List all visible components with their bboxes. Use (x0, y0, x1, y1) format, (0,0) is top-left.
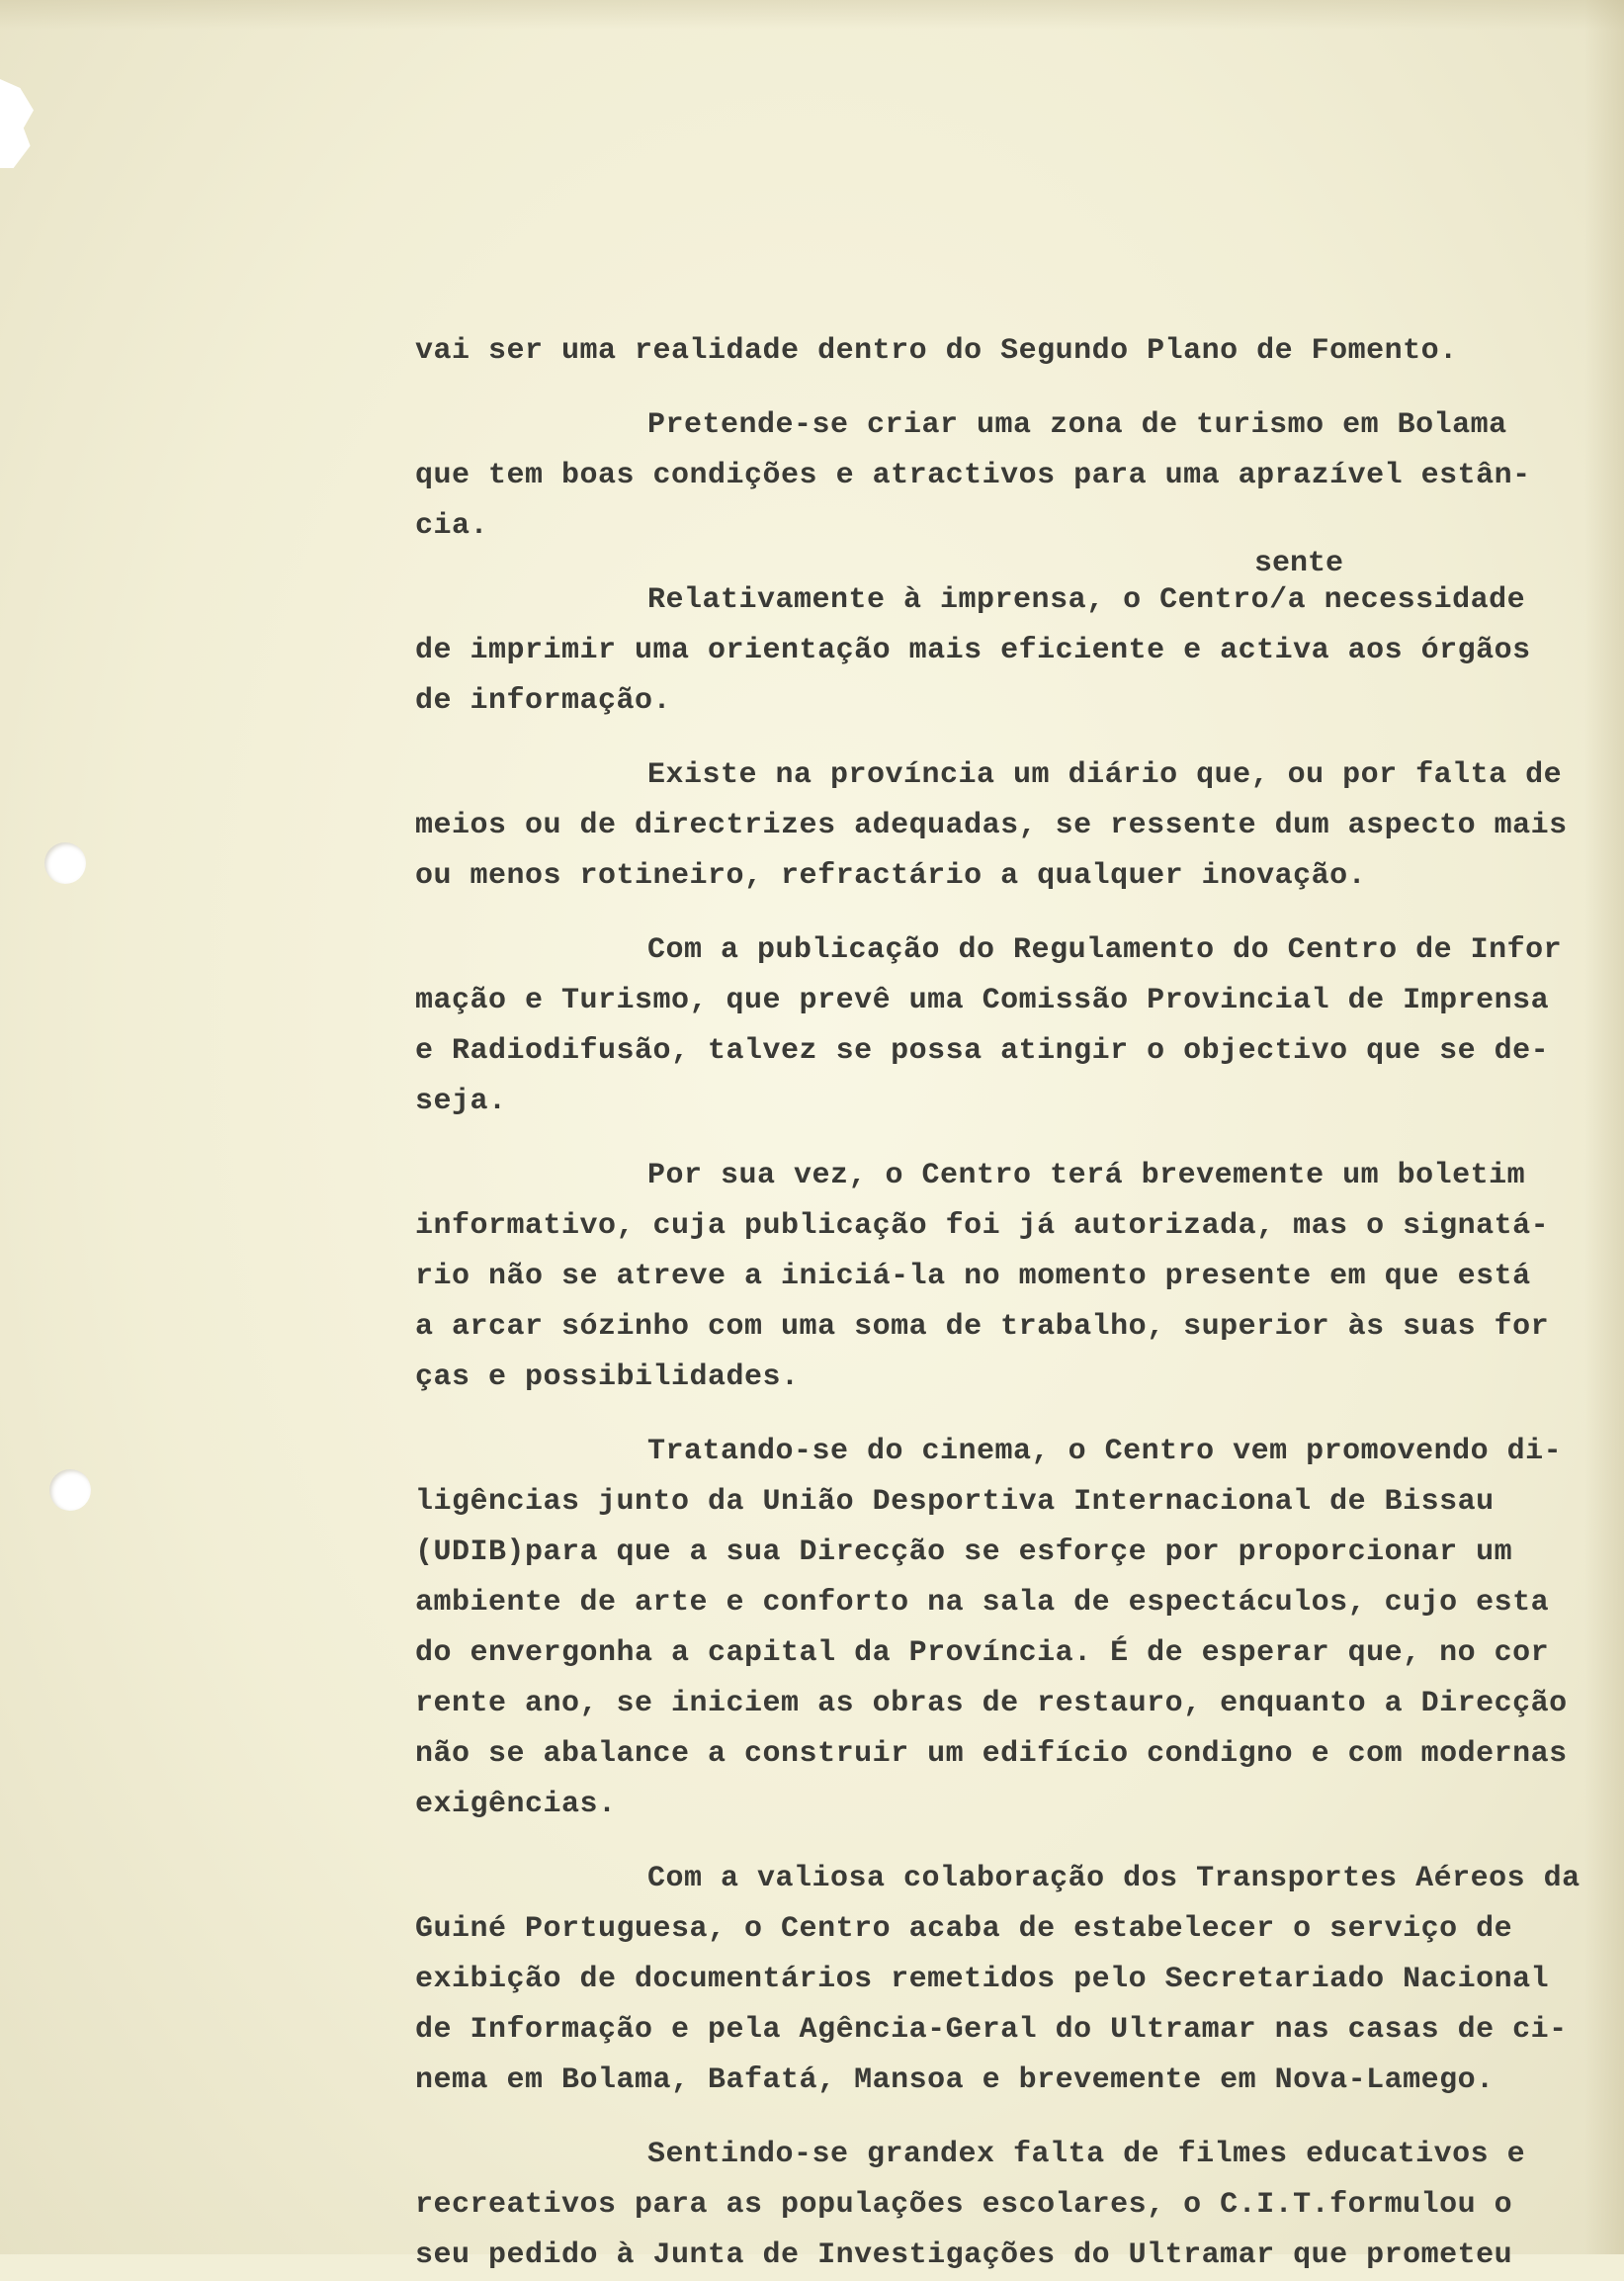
paragraph (415, 2130, 1621, 2281)
paragraph-gap (415, 1127, 1621, 1151)
paragraph (415, 575, 1621, 727)
text-line: vai ser uma realidade dentro do Segundo Plano de Fomento. (415, 334, 1458, 368)
text-line: exibição de documentários remetidos pelo Secretariado Nacional (415, 1963, 1550, 1996)
text-line: recreativos para as populações escolares, o C.I.T.formulou o (415, 2188, 1513, 2222)
punch-hole (49, 1469, 91, 1511)
paper-top-shade (0, 0, 1624, 30)
text-line: ligências junto da União Desportiva Internacional de Bissau (415, 1485, 1495, 1519)
text-line: exigências. (415, 1788, 617, 1821)
paragraph (415, 750, 1621, 902)
text-line: a arcar sózinho com uma soma de trabalho, superior às suas for (415, 1310, 1550, 1344)
text-line: ou menos rotineiro, refractário a qualquer inovação. (415, 859, 1367, 893)
paragraph (415, 925, 1621, 1127)
text-line: Com a valiosa colaboração dos Transportes Aéreos da (647, 1862, 1581, 1895)
typed-text-body (415, 326, 1621, 2281)
paragraph-gap (415, 727, 1621, 750)
paragraph (415, 400, 1621, 552)
text-line: seu pedido à Junta de Investigações do Ultramar que prometeu (415, 2238, 1513, 2272)
paragraph (415, 1854, 1621, 2106)
text-line: rente ano, se iniciem as obras de restauro, enquanto a Direcção (415, 1687, 1568, 1720)
interlinear-correction: sente (1254, 547, 1344, 580)
text-line: e Radiodifusão, talvez se possa atingir o objectivo que se de- (415, 1034, 1550, 1068)
text-line: de informação. (415, 684, 672, 718)
torn-paper-corner (0, 79, 34, 168)
paragraph-gap (415, 1403, 1621, 1427)
text-line: Relativamente à imprensa, o Centro/a necessidade (647, 583, 1526, 617)
paragraph (415, 1151, 1621, 1403)
text-line: ças e possibilidades. (415, 1360, 800, 1394)
text-line: Guiné Portuguesa, o Centro acaba de estabelecer o serviço de (415, 1912, 1513, 1946)
paragraph (415, 326, 1621, 377)
text-line: Sentindo-se grandex falta de filmes educativos e (647, 2138, 1526, 2171)
text-line: que tem boas condições e atractivos para uma aprazível estân- (415, 459, 1531, 492)
text-line: (UDIB)para que a sua Direcção se esforçe por proporcionar um (415, 1535, 1513, 1569)
text-line: mação e Turismo, que prevê uma Comissão Provincial de Imprensa (415, 984, 1550, 1017)
text-line: cia. (415, 509, 489, 543)
text-line: de imprimir uma orientação mais eficiente e activa aos órgãos (415, 634, 1531, 667)
text-line: Tratando-se do cinema, o Centro vem promovendo di- (647, 1435, 1563, 1468)
paragraph-gap (415, 1830, 1621, 1854)
text-line: Pretende-se criar uma zona de turismo em Bolama (647, 408, 1507, 442)
text-line: ambiente de arte e conforto na sala de espectáculos, cujo esta (415, 1586, 1550, 1620)
text-line: nema em Bolama, Bafatá, Mansoa e brevemente em Nova-Lamego. (415, 2063, 1495, 2097)
text-line: informativo, cuja publicação foi já autorizada, mas o signatá- (415, 1209, 1550, 1243)
punch-hole (44, 842, 86, 884)
paragraph-gap (415, 552, 1621, 575)
text-line: rio não se atreve a iniciá-la no momento presente em que está (415, 1260, 1531, 1293)
text-line: meios ou de directrizes adequadas, se ressente dum aspecto mais (415, 809, 1568, 842)
text-line: Com a publicação do Regulamento do Centro de Infor (647, 933, 1563, 967)
paragraph (415, 1427, 1621, 1830)
text-line: de Informação e pela Agência-Geral do Ultramar nas casas de ci- (415, 2013, 1568, 2047)
paragraph-gap (415, 902, 1621, 925)
text-line: seja. (415, 1085, 507, 1118)
text-line: do envergonha a capital da Província. É de esperar que, no cor (415, 1636, 1550, 1670)
paragraph-gap (415, 2106, 1621, 2130)
paragraph-gap (415, 377, 1621, 400)
text-line: Existe na província um diário que, ou por falta de (647, 758, 1563, 792)
text-line: Por sua vez, o Centro terá brevemente um boletim (647, 1159, 1526, 1192)
text-line: não se abalance a construir um edifício condigno e com modernas (415, 1737, 1568, 1771)
